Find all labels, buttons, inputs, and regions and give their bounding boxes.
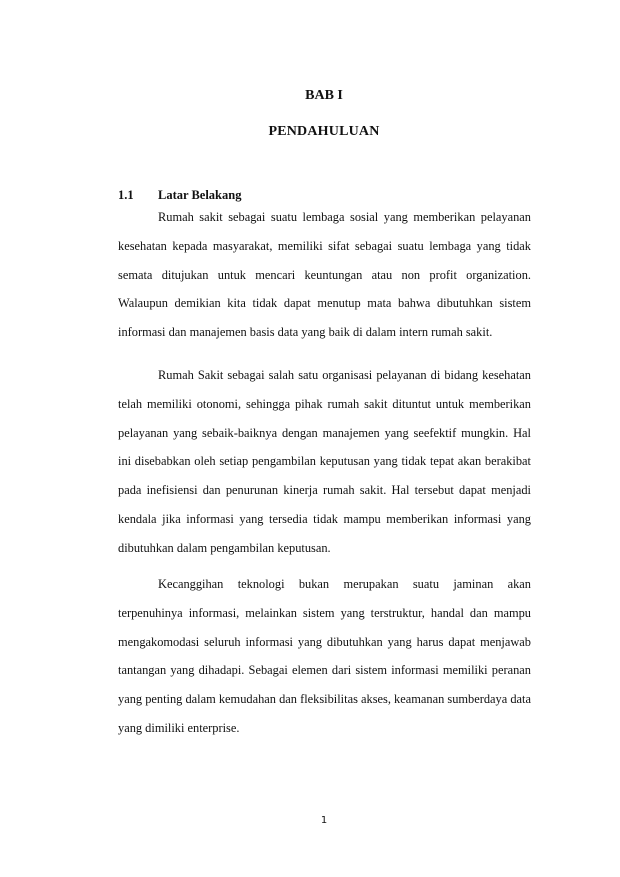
body-paragraph: Rumah Sakit sebagai salah satu organisasi pelayanan di bidang kesehatan telah memiliki otonomi, sehingga pihak rumah sakit dituntut untuk memberikan pelayanan yang sebaik-baiknya dengan manajemen yang seefektif mungkin. Hal ini disebabkan oleh setiap pengambilan keputusan yang tidak tepat akan berakibat pada inefisiensi dan penurunan kinerja rumah sakit. Hal tersebut dapat menjadi kendala jika informasi yang tersedia tidak mampu memberikan informasi yang dibutuhkan dalam pengambilan keputusan. [118,368,531,555]
chapter-title: PENDAHULUAN [268,124,380,139]
body-paragraph: Kecanggihan teknologi bukan merupakan suatu jaminan akan terpenuhinya informasi, melainkan sistem yang terstruktur, handal dan mampu mengakomodasi seluruh informasi yang dibutuhkan yang harus dapat menjawab tantangan yang dihadapi. Sebagai elemen dari sistem informasi memiliki peranan yang penting dalam kemudahan dan fleksibilitas akses, keamanan sumberdaya data yang dimiliki enterprise. [118,577,531,735]
section-number: 1.1 [118,188,134,202]
chapter-label: BAB I [305,88,343,103]
section-title: Latar Belakang [158,188,242,202]
page-number: 1 [320,815,328,826]
section-heading [118,188,241,203]
body-paragraph: Rumah sakit sebagai suatu lembaga sosial yang memberikan pelayanan kesehatan kepada masyarakat, memiliki sifat sebagai suatu lembaga yang tidak semata ditujukan untuk mencari keuntungan atau non profit organization. Walaupun demikian kita tidak dapat menutup mata bahwa dibutuhkan sistem informasi dan manajemen basis data yang baik di dalam intern rumah sakit. [118,210,531,340]
